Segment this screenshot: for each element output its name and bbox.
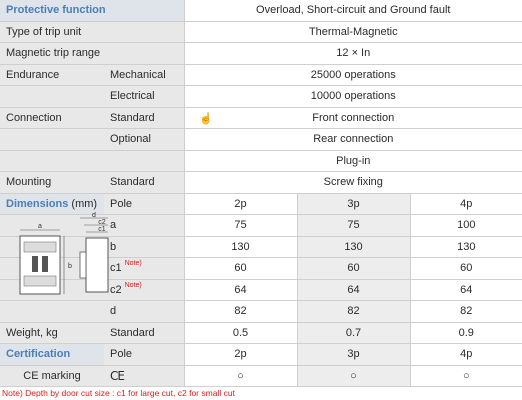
conn-standard-value: Front connection [184,107,522,129]
side-view-outline [86,238,108,292]
diagram-label-d: d [92,212,96,219]
conn-optional-value: Rear connection [184,129,522,151]
cert-pole-label: Pole [104,344,184,366]
dim-c2-3p: 64 [297,279,410,301]
weight-sub-label: Standard [104,322,184,344]
dim-label-b: b [104,236,184,258]
table-row [0,107,522,129]
dim-c1-3p: 60 [297,258,410,280]
weight-2p: 0.5 [184,322,297,344]
dim-label-c1 [104,258,184,280]
dim-a-2p: 75 [184,215,297,237]
dim-c1-4p: 60 [410,258,522,280]
pole-4p: 4p [410,193,522,215]
mounting-value: Screw fixing [184,172,522,194]
cert-pole-4p: 4p [410,344,522,366]
electrical-label: Electrical [104,86,184,108]
table-row [0,64,522,86]
weight-3p: 0.7 [297,322,410,344]
endurance-label: Endurance [0,64,104,86]
dim-label-c2-text: c2 [110,283,122,296]
magnetic-range-value: 12 × In [184,43,522,65]
hand-cursor-icon: ☝ [199,113,213,125]
mechanical-value: 25000 operations [184,64,522,86]
dim-c2-2p: 64 [184,279,297,301]
electrical-value: 10000 operations [184,86,522,108]
note-marker: Note) [124,281,142,289]
ce-2p: ○ [184,365,297,387]
dim-c2-4p: 64 [410,279,522,301]
dim-c1-2p: 60 [184,258,297,280]
conn-optional-value-2: Plug-in [184,150,522,172]
dim-label-d: d [104,301,184,323]
toggle-handle [42,256,48,272]
table-row [0,0,522,21]
pole-3p: 3p [297,193,410,215]
table-row [0,365,522,387]
ce-label: CE marking [0,365,104,387]
dim-b-4p: 130 [410,236,522,258]
table-row [0,43,522,65]
mechanical-label: Mechanical [104,64,184,86]
dim-d-4p: 82 [410,301,522,323]
magnetic-range-label: Magnetic trip range [0,43,184,65]
certification-title: Certification [0,344,104,366]
cert-pole-3p: 3p [297,344,410,366]
mounting-label: Mounting [0,172,104,194]
front-terminal-bottom [24,276,56,286]
dim-b-2p: 130 [184,236,297,258]
table-row [0,172,522,194]
dimensions-unit: (mm) [71,197,98,210]
diagram-label-b: b [68,263,72,270]
dim-b-3p: 130 [297,236,410,258]
dim-label-c2 [104,279,184,301]
weight-label: Weight, kg [0,322,104,344]
table-row [0,21,522,43]
dim-d-2p: 82 [184,301,297,323]
dimensions-title-text: Dimensions [6,197,69,210]
table-row [0,301,522,323]
table-row [0,129,522,151]
protective-function-value: Overload, Short-circuit and Ground fault [184,0,522,21]
dim-d-3p: 82 [297,301,410,323]
weight-4p: 0.9 [410,322,522,344]
cert-pole-2p: 2p [184,344,297,366]
front-terminal-top [24,242,56,252]
toggle-handle [32,256,38,272]
table-row [0,344,522,366]
diagram-label-c2: c2 [98,219,106,226]
breaker-dimension-diagram [6,212,116,302]
trip-unit-label: Type of trip unit [0,21,184,43]
dim-a-4p: 100 [410,215,522,237]
table-row [0,86,522,108]
footnote: Note) Depth by door cut size : c1 for large cut, c2 for small cut [2,388,235,398]
ce-4p: ○ [410,365,522,387]
dim-a-3p: 75 [297,215,410,237]
conn-standard-label: Standard [104,107,184,129]
trip-unit-value: Thermal-Magnetic [184,21,522,43]
table-row [0,322,522,344]
diagram-label-c1: c1 [98,226,106,233]
ce-3p: ○ [297,365,410,387]
pole-2p: 2p [184,193,297,215]
connection-label: Connection [0,107,104,129]
diagram-label-a: a [38,223,42,230]
dimensions-pole-label: Pole [104,193,184,215]
ce-mark-icon: CE [110,368,124,383]
table-row [0,150,522,172]
conn-optional-label: Optional [104,129,184,151]
side-view-handle [80,252,86,278]
mounting-standard-label: Standard [104,172,184,194]
note-marker: Note) [124,260,142,268]
protective-function-label: Protective function [0,0,184,21]
dim-label-c1-text: c1 [110,262,122,275]
dim-label-a: a [104,215,184,237]
